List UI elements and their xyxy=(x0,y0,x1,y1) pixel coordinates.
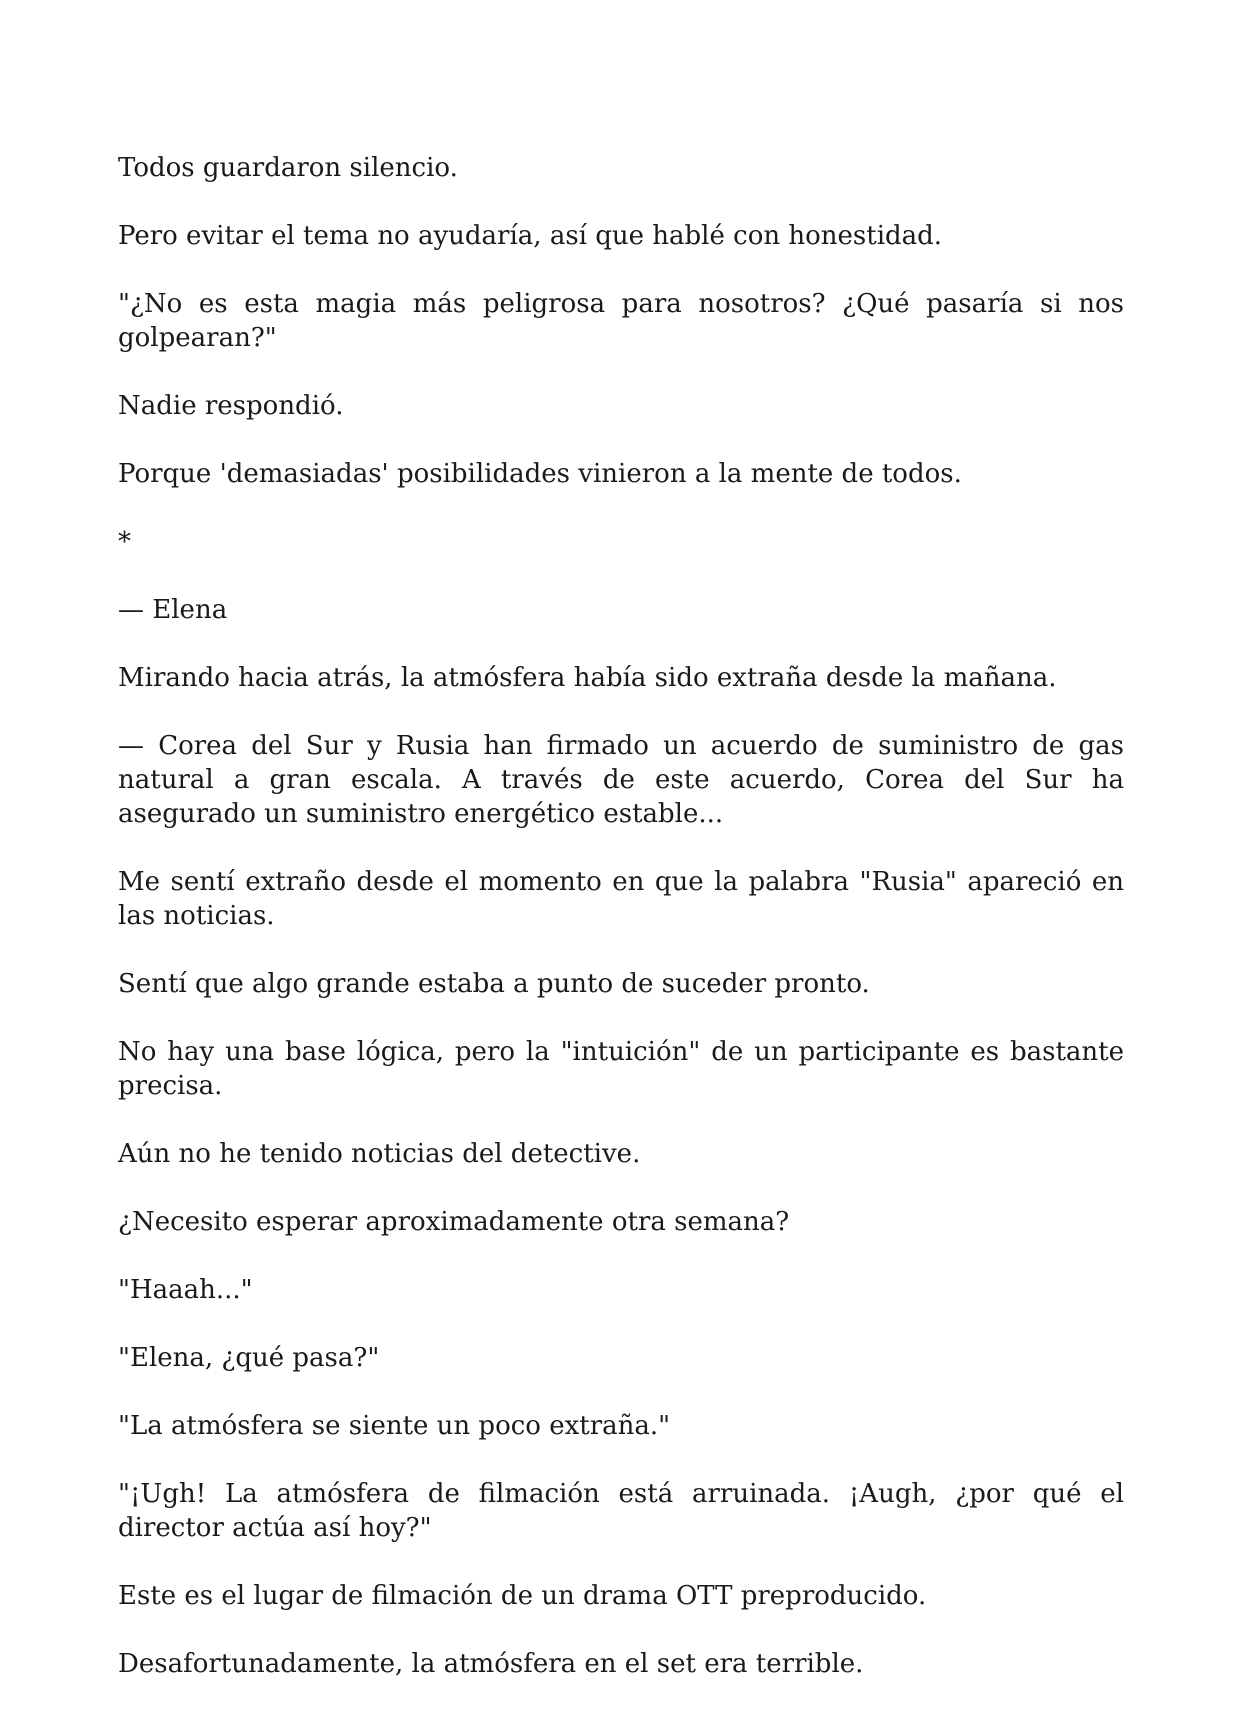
scene-break: * xyxy=(118,527,131,557)
pov-heading: — Elena xyxy=(118,595,228,625)
document-body xyxy=(118,151,1124,1715)
paragraph: ¿Necesito esperar aproximadamente otra semana? xyxy=(118,1207,790,1237)
paragraph: Todos guardaron silencio. xyxy=(118,153,458,183)
paragraph: Porque 'demasiadas' posibilidades vinieron a la mente de todos. xyxy=(118,459,962,489)
paragraph: "La atmósfera se siente un poco extraña." xyxy=(118,1411,671,1441)
paragraph: "¡Ugh! La atmósfera de filmación está arruinada. ¡Augh, ¿por qué el director actúa así hoy?" xyxy=(118,1479,1124,1543)
paragraph: Sentí que algo grande estaba a punto de suceder pronto. xyxy=(118,969,870,999)
paragraph: Nadie respondió. xyxy=(118,391,344,421)
paragraph: Desafortunadamente, la atmósfera en el set era terrible. xyxy=(118,1649,864,1679)
paragraph: "Elena, ¿qué pasa?" xyxy=(118,1343,380,1373)
paragraph: Aún no he tenido noticias del detective. xyxy=(118,1139,641,1169)
paragraph: "¿No es esta magia más peligrosa para nosotros? ¿Qué pasaría si nos golpearan?" xyxy=(118,289,1124,353)
paragraph: Mirando hacia atrás, la atmósfera había sido extraña desde la mañana. xyxy=(118,663,1057,693)
paragraph: No hay una base lógica, pero la "intuición" de un participante es bastante precisa. xyxy=(118,1037,1124,1101)
paragraph: — Corea del Sur y Rusia han firmado un acuerdo de suministro de gas natural a gran escala. A través de este acuerdo, Corea del Sur ha asegurado un suministro energético estable... xyxy=(118,731,1124,829)
paragraph: Este es el lugar de filmación de un drama OTT preproducido. xyxy=(118,1581,927,1611)
paragraph: Me sentí extraño desde el momento en que la palabra "Rusia" apareció en las noticias. xyxy=(118,867,1124,931)
paragraph: Pero evitar el tema no ayudaría, así que hablé con honestidad. xyxy=(118,221,943,251)
paragraph: "Haaah..." xyxy=(118,1275,253,1305)
